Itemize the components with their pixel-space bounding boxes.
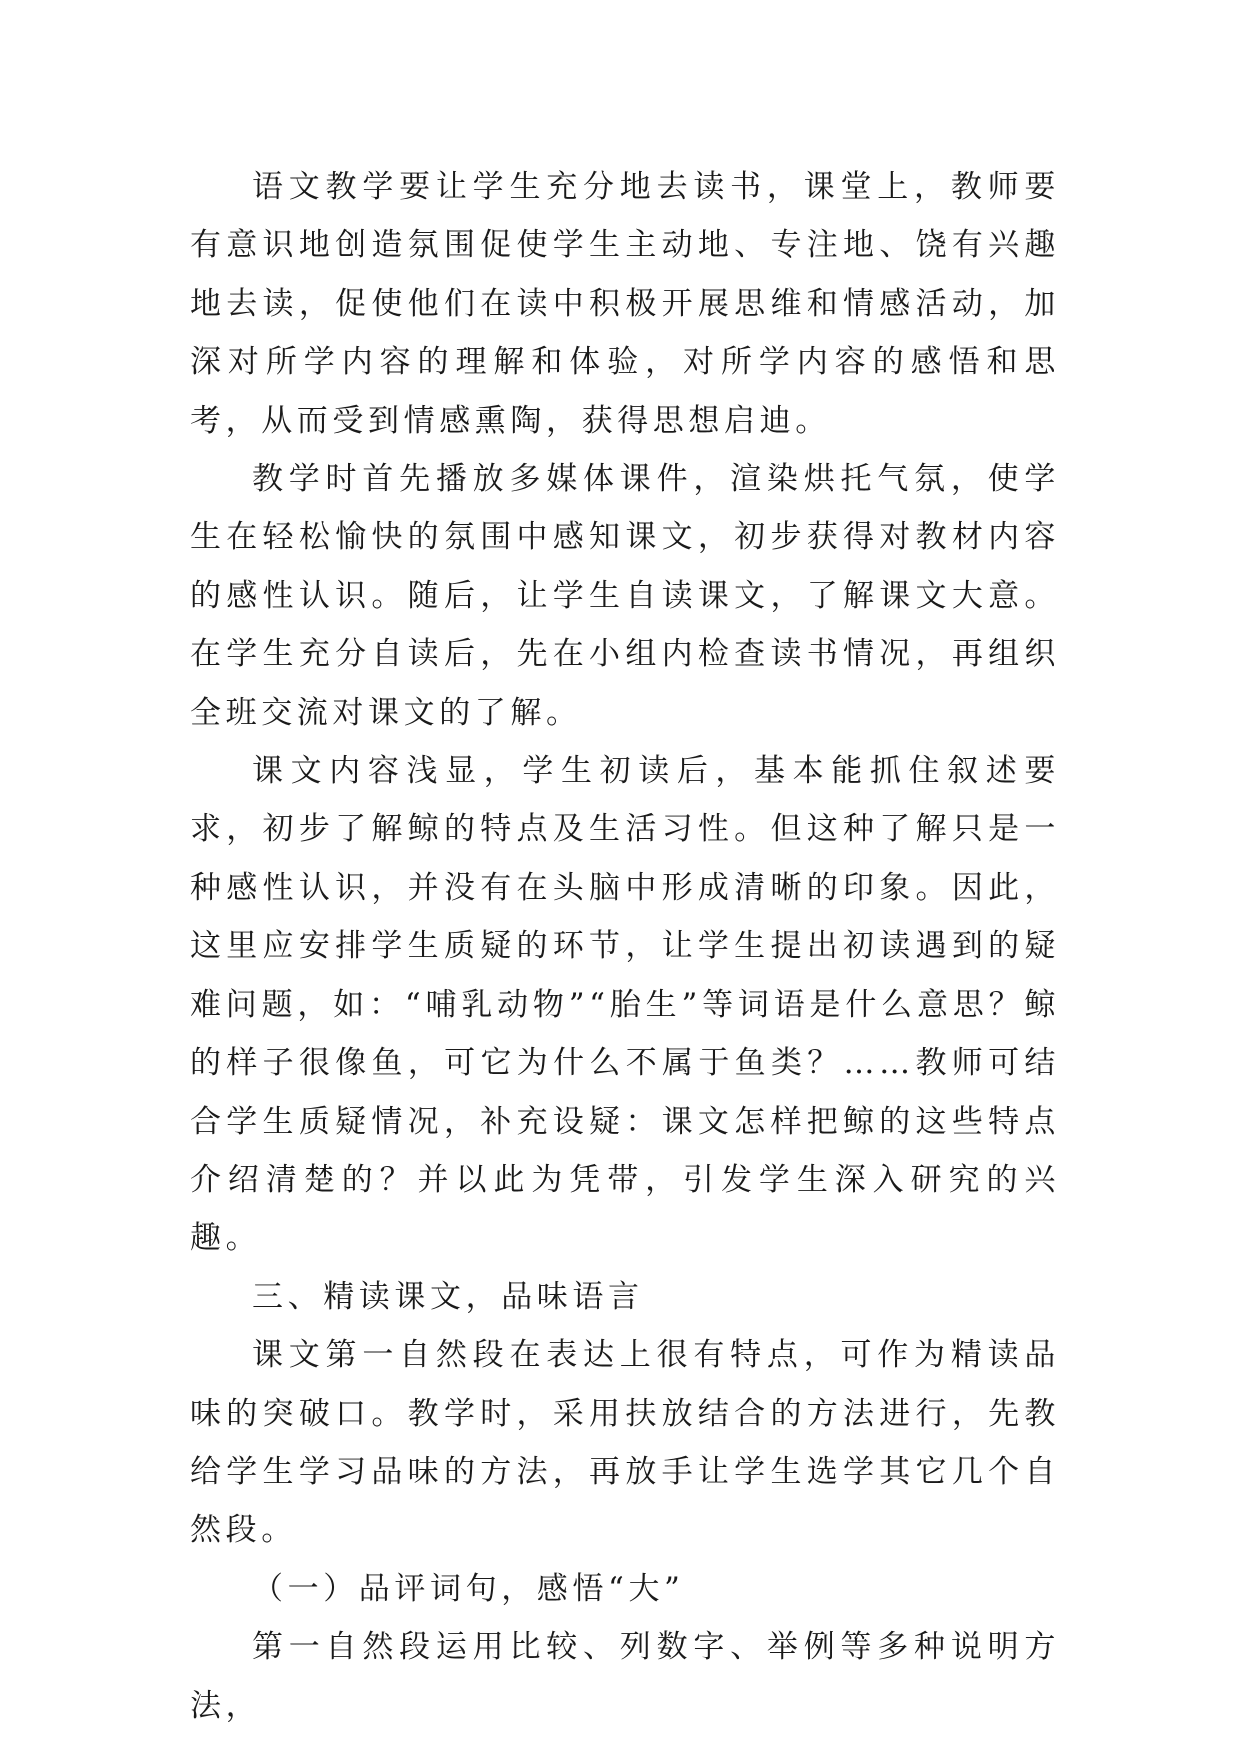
- paragraph-multimedia-intro: 教学时首先播放多媒体课件，渲染烘托气氛，使学生在轻松愉快的氛围中感知课文，初步获得对教材内容的感性认识。随后，让学生自读课文，了解课文大意。在学生充分自读后，先在小组内检查读书情况，再组织全班交流对课文的了解。: [190, 461, 1060, 731]
- subsection-heading: （一）品评词句，感悟“大”: [252, 1570, 685, 1607]
- section-heading: 三、精读课文，品味语言: [252, 1278, 644, 1315]
- paragraph-close-reading: 课文第一自然段在表达上很有特点，可作为精读品味的突破口。教学时，采用扶放结合的方法进行，先教给学生学习品味的方法，再放手让学生选学其它几个自然段。: [190, 1337, 1060, 1549]
- document-body: [190, 158, 1060, 1735]
- paragraph-reading-importance: 语文教学要让学生充分地去读书，课堂上，教师要有意识地创造氛围促使学生主动地、专注地、饶有兴趣地去读，促使他们在读中积极开展思维和情感活动，加深对所学内容的理解和体验，对所学内容的感悟和思考，从而受到情感熏陶，获得思想启迪。: [190, 169, 1060, 439]
- paragraph-first-section-methods: 第一自然段运用比较、列数字、举例等多种说明方法，: [190, 1629, 1060, 1724]
- paragraph-questioning: 课文内容浅显，学生初读后，基本能抓住叙述要求，初步了解鲸的特点及生活习性。但这种了解只是一种感性认识，并没有在头脑中形成清晰的印象。因此，这里应安排学生质疑的环节，让学生提出初读遇到的疑难问题，如：“哺乳动物”“胎生”等词语是什么意思？鲸的样子很像鱼，可它为什么不属于鱼类？……教师可结合学生质疑情况，补充设疑：课文怎样把鲸的这些特点介绍清楚的？并以此为凭带，引发学生深入研究的兴趣。: [190, 753, 1060, 1257]
